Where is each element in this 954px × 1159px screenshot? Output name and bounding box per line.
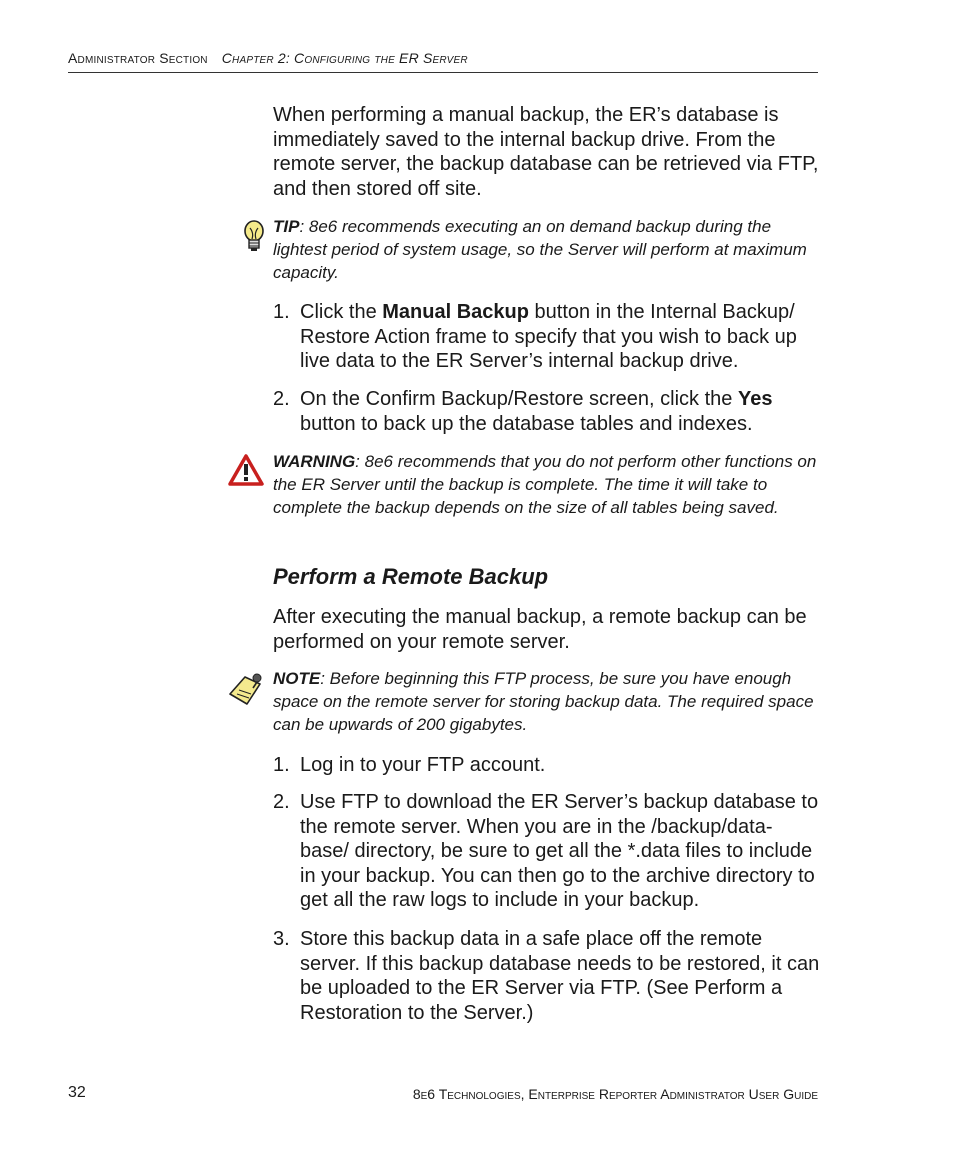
- step-a1-pre: Click the: [300, 301, 383, 323]
- page-number: 32: [68, 1084, 86, 1101]
- section-heading: Perform a Remote Backup: [273, 564, 549, 589]
- warning-icon: [227, 453, 265, 487]
- note-note: [273, 667, 818, 736]
- warning-label: WARNING: [273, 452, 356, 471]
- step-b1: Log in to your FTP account.: [300, 754, 546, 776]
- footer-title: 8e6 Technologies, Enterprise Reporter Administrator User Guide: [412, 1086, 818, 1102]
- step-a1-number: 1.: [273, 301, 290, 323]
- step-a2-number: 2.: [273, 388, 290, 410]
- warning-note: [273, 450, 821, 519]
- note-text: : Before beginning this FTP process, be sure you have enough space on the remote server for storing backup data. The required space can be upwards of 200 gigabytes.: [273, 669, 814, 734]
- tip-note: [273, 215, 818, 284]
- step-b1-number: 1.: [273, 754, 290, 776]
- step-a1: [300, 300, 825, 374]
- step-a1-post: button in the Internal Backup/ Restore Action frame to specify that you wish to back up live data to the ER Server’s internal backup drive.: [300, 301, 797, 372]
- intro-paragraph: When performing a manual backup, the ER’s database is immediately saved to the internal backup drive. From the remote server, the backup database can be retrieved via FTP, and then stored off site.: [273, 104, 819, 200]
- step-a2-pre: On the Confirm Backup/Restore screen, click the: [300, 388, 738, 410]
- warning-text: : 8e6 recommends that you do not perform other functions on the ER Server until the backup is complete. The time it will take to complete the backup depends on the size of all tables being saved.: [273, 452, 817, 517]
- remote-paragraph: After executing the manual backup, a remote backup can be performed on your remote server.: [273, 606, 807, 653]
- step-a1-bold: Manual Backup: [382, 301, 529, 323]
- page-header: [68, 50, 818, 73]
- step-b2: Use FTP to download the ER Server’s backup database to the remote server. When you are in the /backup/data- base/ directory, be sure to get all the *.data files to include in your backup. You can then go to the archive directory to get all the raw logs to include in your backup.: [300, 791, 819, 911]
- note-label: NOTE: [273, 669, 321, 688]
- header-section: Administrator Section: [68, 50, 208, 66]
- tip-label: TIP: [273, 217, 300, 236]
- step-b2-number: 2.: [273, 791, 290, 813]
- header-chapter: Chapter 2: Configuring the ER Server: [221, 50, 468, 66]
- note-icon: [227, 670, 265, 708]
- step-b3: Store this backup data in a safe place off the remote server. If this backup database needs to be restored, it can be uploaded to the ER Server via FTP. (See Perform a Restoration to the Server.): [300, 928, 820, 1024]
- step-a2-bold: Yes: [737, 388, 773, 410]
- step-b3-number: 3.: [273, 928, 290, 950]
- tip-text: : 8e6 recommends executing an on demand backup during the lightest period of system usage, so the Server will perform at maximum capacity.: [273, 217, 807, 282]
- step-a2-post: button to back up the database tables and indexes.: [300, 412, 753, 435]
- step-a2: [300, 387, 825, 436]
- lightbulb-icon: [241, 219, 267, 253]
